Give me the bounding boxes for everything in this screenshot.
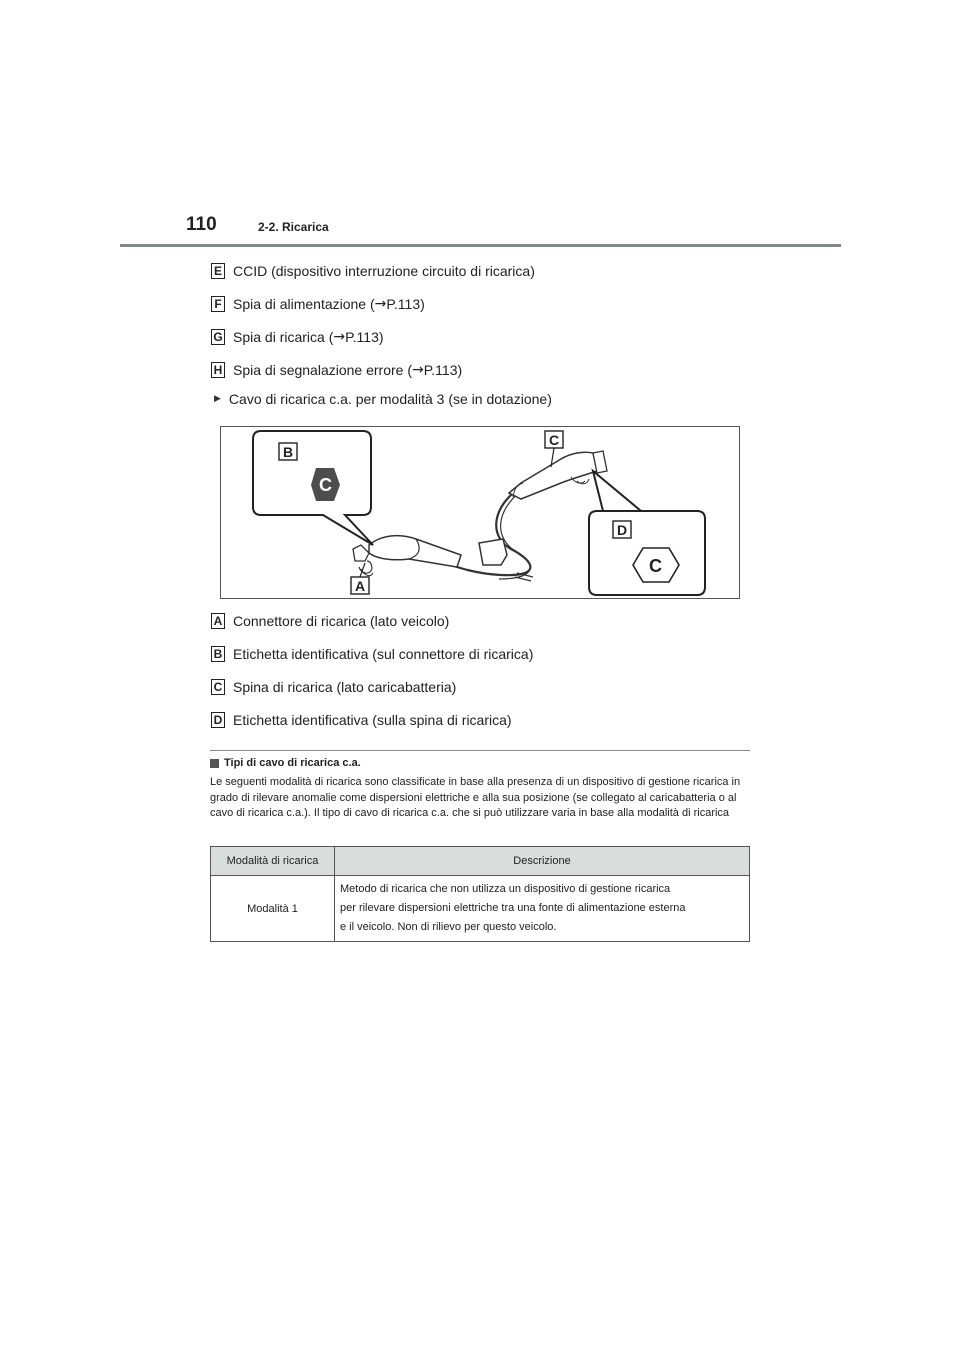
square-bullet-icon [210, 759, 219, 768]
description-cell [335, 876, 750, 942]
column-header-description: Descrizione [335, 847, 750, 876]
bullet-text: Cavo di ricarica c.a. per modalità 3 (se in dotazione) [228, 391, 552, 407]
figure-tag-a: A [355, 578, 366, 594]
figure-badge-b: C [319, 475, 332, 495]
description-line: e il veicolo. Non di rilievo per questo veicolo. [340, 921, 557, 933]
section-divider [210, 750, 750, 751]
charging-cable-figure [220, 426, 740, 599]
letter-tag-h: H [211, 362, 225, 378]
table-header-row [211, 847, 750, 876]
page-number: 110 [186, 214, 217, 235]
description-line: Metodo di ricarica che non utilizza un dispositivo di gestione ricarica [340, 883, 671, 895]
page-ref-link[interactable]: P.113) [345, 329, 384, 345]
letter-tag-g: G [211, 329, 225, 345]
legend-text-c: Spina di ricarica (lato caricabatteria) [233, 679, 457, 695]
legend-item-h [211, 361, 462, 379]
arrow-right-icon: → [412, 362, 424, 378]
legend-text-g: Spia di ricarica ( [233, 329, 334, 345]
figure-tag-d: D [617, 522, 628, 538]
letter-tag-f: F [211, 296, 225, 312]
section-title: 2-2. Ricarica [258, 220, 329, 234]
page-ref-link[interactable]: P.113) [386, 296, 425, 312]
legend-item-c [211, 678, 456, 696]
description-line: per rilevare dispersioni elettriche tra una fonte di alimentazione esterna [340, 902, 686, 914]
legend-item-d [211, 711, 512, 729]
legend-text-b: Etichetta identificativa (sul connettore di ricarica) [233, 646, 534, 662]
legend-item-g [211, 328, 384, 346]
legend-text-a: Connettore di ricarica (lato veicolo) [233, 613, 450, 629]
letter-tag-d: D [211, 712, 225, 728]
figure-tag-b: B [283, 444, 294, 460]
legend-item-f [211, 295, 425, 313]
letter-tag-a: A [211, 613, 225, 629]
header-divider [120, 244, 841, 247]
column-header-mode: Modalità di ricarica [211, 847, 335, 876]
legend-item-e [211, 262, 535, 280]
letter-tag-c: C [211, 679, 225, 695]
letter-tag-b: B [211, 646, 225, 662]
bullet-heading [214, 391, 552, 407]
charging-mode-table [210, 846, 750, 942]
page-ref-link[interactable]: P.113) [423, 362, 463, 378]
section-paragraph: Le seguenti modalità di ricarica sono classificate in base alla presenza di un dispositivo di gestione ricarica in grado di rilevare anomalie come dispersioni elettriche e alla sua posizione (se collegato al caricabatteria o al cavo di ricarica c.a.). Il tipo di cavo di ricarica c.a. che si può utilizzare varia in base alla modalità di ricarica [210, 776, 741, 819]
arrow-right-icon: → [333, 329, 346, 345]
charging-cable-illustration [221, 427, 740, 599]
triangle-bullet-icon: ▶ [214, 394, 221, 404]
section-heading-text: Tipi di cavo di ricarica c.a. [224, 757, 361, 769]
legend-item-a [211, 612, 449, 630]
figure-badge-d: C [649, 556, 662, 576]
legend-text-d: Etichetta identificativa (sulla spina di ricarica) [233, 712, 512, 728]
arrow-right-icon: → [374, 296, 387, 312]
legend-text-f: Spia di alimentazione ( [233, 296, 375, 312]
section-heading [210, 757, 361, 769]
legend-item-b [211, 645, 533, 663]
mode-cell: Modalità 1 [211, 876, 335, 942]
legend-text-h: Spia di segnalazione errore ( [233, 362, 412, 378]
legend-text-e: CCID (dispositivo interruzione circuito di ricarica) [233, 263, 535, 279]
table-row [211, 876, 750, 942]
figure-tag-c: C [549, 432, 560, 448]
letter-tag-e: E [211, 263, 225, 279]
